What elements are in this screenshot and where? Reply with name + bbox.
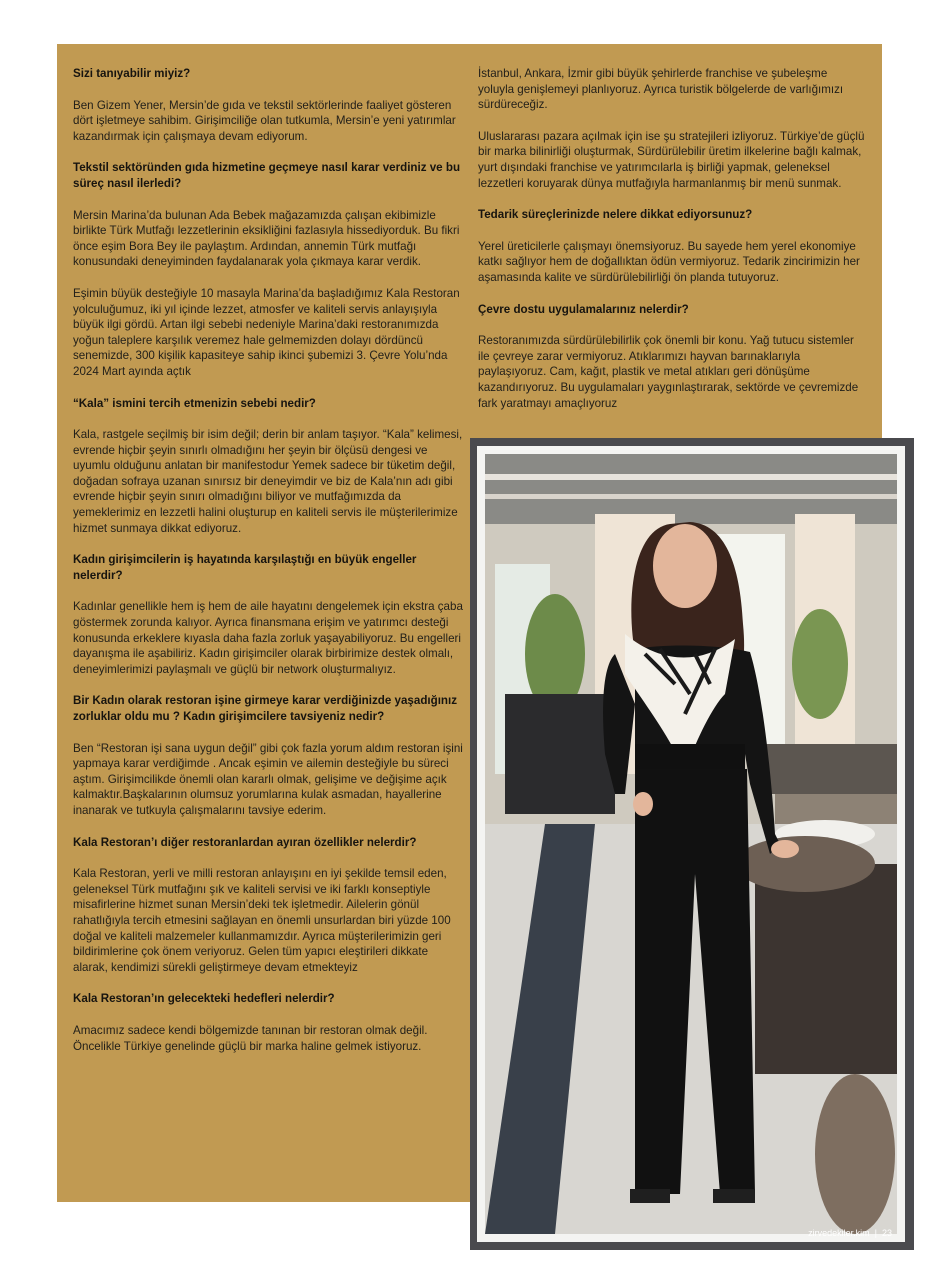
interview-question: “Kala” ismini tercih etmenizin sebebi nedir? <box>73 396 316 410</box>
interview-question: Tedarik süreçlerinizde nelere dikkat ediyorsunuz? <box>478 208 753 222</box>
interview-question: Bir Kadın olarak restoran işine girmeye karar verdiğinizde yaşadığınız zorluklar oldu mu ? Kadın girişimcilere tavsiyeniz nedir? <box>73 694 458 723</box>
footer-separator: | <box>874 1228 877 1238</box>
interview-answer: Restoranımızda sürdürülebilirlik çok önemli bir konu. Yağ tutucu sistemler ile çevreye zarar vermiyoruz. Atıklarımızı hayvan barınaklarıyla paylaşıyoruz. Cam, kağıt, plastik ve metal atıkları geri dönüşüme kazandırıyoruz. Bu uygulamaları yaygınlaştırarak, sektörde ve çevremizde fark yaratmayı amaçlıyoruz <box>478 334 859 410</box>
interview-answer: Ben “Restoran işi sana uygun değil” gibi çok fazla yorum aldım restoran işini yapmaya karar verdiğimde . Ancak eşimin ve ailemin desteğiyle bu süreci aştım. Girişimcilikde önemli olan kararlı olmak, gelişime ve değişime açık kalmaktır.Başkalarının olumsuz yorumlarına kulak asmadan, hayallerine inanarak ve tutkuyla çalışmalarını tavsiye ederim. <box>73 741 463 817</box>
interview-answer: Kala, rastgele seçilmiş bir isim değil; derin bir anlam taşıyor. “Kala” kelimesi, evrende hiçbir şeyin sınırlı olmadığını her şeyin bir ölçüsü dengesi ve uyumlu olduğunu anlatan bir manifestodur Yemek sadece bir tüketim değil, doğadan sofraya uzanan sınırsız bir deneyimdir ve biz de Kala’nın adı gibi evrende hiçbir şeyin sınırı olmadığını biliyor ve mutfağımızda da yemeklerimiz en lezzetli halini oluşturup en kaliteli servis ile müşterilerimize hizmet sunmaya dikkat ediyoruz. <box>73 428 463 535</box>
interview-answer: Kadınlar genellikle hem iş hem de aile hayatını dengelemek için ekstra çaba göstermek zorunda kalıyor. Ayrıca finansmana erişim ve yatırımcı desteği konusunda erkeklere kıyasla daha fazla zorluk yaşayabiliyoruz. Bu engelleri dayanışma ile aşabiliriz. Kadın girişimciler olarak birbirimize destek olmalı, deneyimlerimizi paylaşmalı ve güçlü bir network oluşturmalıyız. <box>73 600 463 676</box>
interview-question: Çevre dostu uygulamalarınız nelerdir? <box>478 302 689 316</box>
interview-answer: Eşimin büyük desteğiyle 10 masayla Marina’da başladığımız Kala Restoran yolculuğumuz, iki yıl içinde lezzet, atmosfer ve kaliteli servis anlayışıyla büyük ilgi gördü. Artan ilgi sebebi nedeniyle Marina’daki restoranımızda yoğun taleplere karşılık veremez hale gelmemizden dolayı dördüncü senemizde, 300 kişilik kapasiteye sahip ikinci şubemizi 3. Çevre Yolu’nda 2024 Mart ayında açtık <box>73 286 460 378</box>
page-number: 23 <box>881 1228 892 1238</box>
interview-question: Sizi tanıyabilir miyiz? <box>73 67 191 80</box>
page-footer <box>808 1228 892 1238</box>
site-url: zirvedekiler.kim <box>808 1228 870 1238</box>
restaurant-portrait-illustration <box>485 454 897 1234</box>
interview-answer: Yerel üreticilerle çalışmayı önemsiyoruz. Bu sayede hem yerel ekonomiye katkı sağlıyor hem de doğallıktan ödün vermiyoruz. Tedarik zincirimizin her aşamasında kalite ve sürdürülebilirliği ön planda tutuyoruz. <box>478 239 860 284</box>
interview-answer: İstanbul, Ankara, İzmir gibi büyük şehirlerde franchise ve şubeleşme yoluyla genişlemeyi planlıyoruz. Ayrıca turistik bölgelerde de varlığımızı sürdüreceğiz. <box>478 67 844 112</box>
right-text-column <box>478 66 866 427</box>
interview-answer: Mersin Marina’da bulunan Ada Bebek mağazamızda çalışan ekibimizle birlikte Türk Mutfağı lezzetlerinin eksikliğini fazlasıyla hissediyorduk. Bu fikri önce eşim Bora Bey ile paylaştım. Ardından, annemin Türk mutfağı konusundaki deneyiminden faydalanarak yola çıkmaya karar verdik. <box>73 208 460 269</box>
interview-question: Kadın girişimcilerin iş hayatında karşılaştığı en büyük engeller nelerdir? <box>73 553 417 582</box>
left-text-column <box>73 66 463 1070</box>
interview-answer: Uluslararası pazara açılmak için ise şu stratejileri izliyoruz. Türkiye’de güçlü bir marka bilinirliği oluşturmak, Sürdürülebilir üretim ilkelerine bağlı kalmak, yurt dışındaki franchise ve yatırımcılarla iş birliği yapmak, geleneksel lezzetleri koruyarak dünya mutfağıyla harmanlanmış bir menü sunmak. <box>478 129 865 190</box>
interview-answer: Amacımız sadece kendi bölgemizde tanınan bir restoran olmak değil. Öncelikle Türkiye genelinde güçlü bir marka haline gelmek istiyoruz. <box>73 1023 428 1053</box>
portrait-photo <box>477 446 905 1242</box>
interview-question: Kala Restoran’ı diğer restoranlardan ayıran özellikler nelerdir? <box>73 835 417 849</box>
interview-answer: Ben Gizem Yener, Mersin’de gıda ve tekstil sektörlerinde faaliyet gösteren dört işletmeye sahibim. Girişimciliğe olan tutkumla, Mersin’e yeni yatırımlar kazandırmak için çalışmaya devam ediyorum. <box>73 98 456 143</box>
interview-answer: Kala Restoran, yerli ve milli restoran anlayışını en iyi şekilde temsil eden, geleneksel Türk mutfağını şık ve kaliteli servisi ve iki farklı konseptiyle misafirlerine hizmet sunan Mersin’deki tek işletmedir. Ailelerin gönül rahatlığıyla tercih etmesini sağlayan en önemli unsurlardan biri yüzde 100 doğal ve kaliteli malzemeler kullanmamızdır. Ayrıca müşterilerimizin geri bildirimlerine çok önem veriyoruz. Gelen tüm yapıcı eleştirileri dikkate alarak, kendimizi sürekli geliştirmeye devam etmekteyiz <box>73 867 451 974</box>
interview-question: Tekstil sektöründen gıda hizmetine geçmeye nasıl karar verdiniz ve bu süreç nasıl ilerledi? <box>73 161 461 190</box>
interview-question: Kala Restoran’ın gelecekteki hedefleri nelerdir? <box>73 992 335 1006</box>
